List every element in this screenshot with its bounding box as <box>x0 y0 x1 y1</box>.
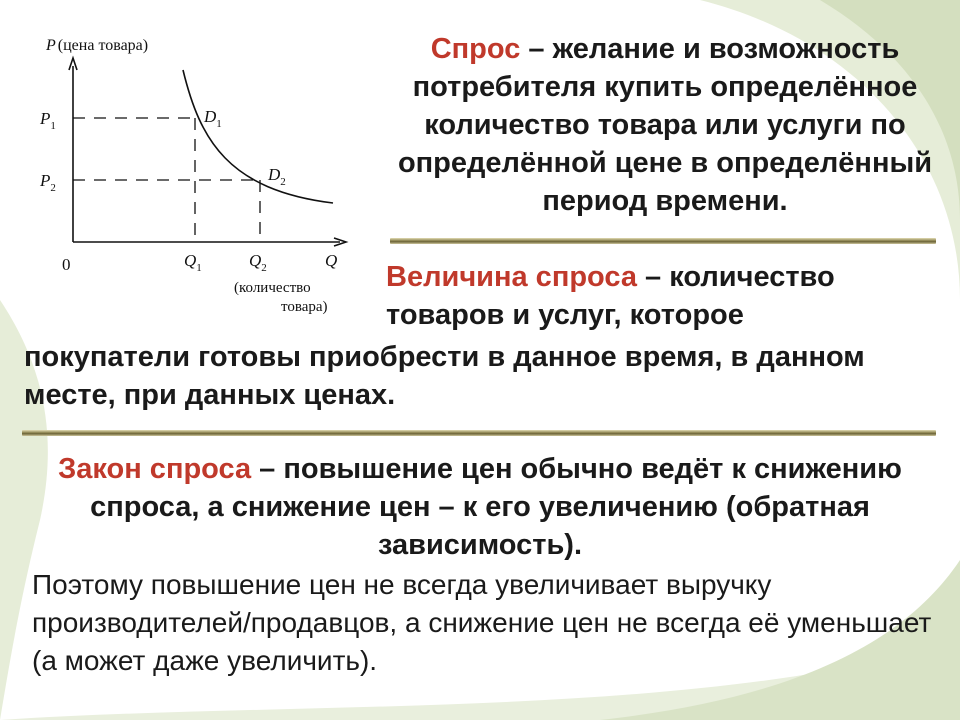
conclusion-paragraph: Поэтому повышение цен не всегда увеличивает выручку производителей/продавцов, а снижение цен не всегда её уменьшает (а может даже увеличить). <box>32 569 932 676</box>
q-axis-label: Q <box>325 251 338 270</box>
law-of-demand-text: – повышение цен обычно ведёт к снижению спроса, а снижение цен – к его увеличению (обратная зависимость). <box>90 453 902 561</box>
demand-curve-graph <box>28 30 368 330</box>
quantity-demanded-continuation <box>24 338 944 414</box>
q1-label: $Q_1$ <box>184 251 202 274</box>
law-of-demand <box>40 450 920 564</box>
quantity-demanded-text-part1: – количество товаров и услуг, которое <box>386 261 835 331</box>
quantity-demanded-text-part2: покупатели готовы приобрести в данное время, в данном месте, при данных ценах. <box>24 341 865 411</box>
d2-label: $D_2$ <box>268 165 286 188</box>
divider-top <box>390 238 936 244</box>
divider-middle <box>22 430 936 436</box>
demand-definition <box>380 30 950 220</box>
p1-label: $P_1$ <box>40 109 56 132</box>
d1-label: $D_1$ <box>204 107 222 130</box>
quantity-demanded-definition <box>386 258 946 334</box>
demand-definition-text: – желание и возможность потребителя купить определённое количество товара или услуги по определённой цене в определённый период времени. <box>397 33 933 217</box>
quantity-demanded-term: Величина спроса <box>386 261 637 293</box>
x-axis-label-line1: (количество <box>234 280 311 296</box>
origin-label: 0 <box>62 255 71 274</box>
demand-curve <box>183 70 333 203</box>
law-of-demand-term: Закон спроса <box>58 453 252 485</box>
demand-term: Спрос <box>430 33 521 65</box>
y-axis-label: P (цена товара) <box>46 37 149 54</box>
p2-label: $P_2$ <box>40 171 56 194</box>
q2-label: $Q_2$ <box>249 251 267 274</box>
x-axis-label-line2: товара) <box>281 299 328 315</box>
